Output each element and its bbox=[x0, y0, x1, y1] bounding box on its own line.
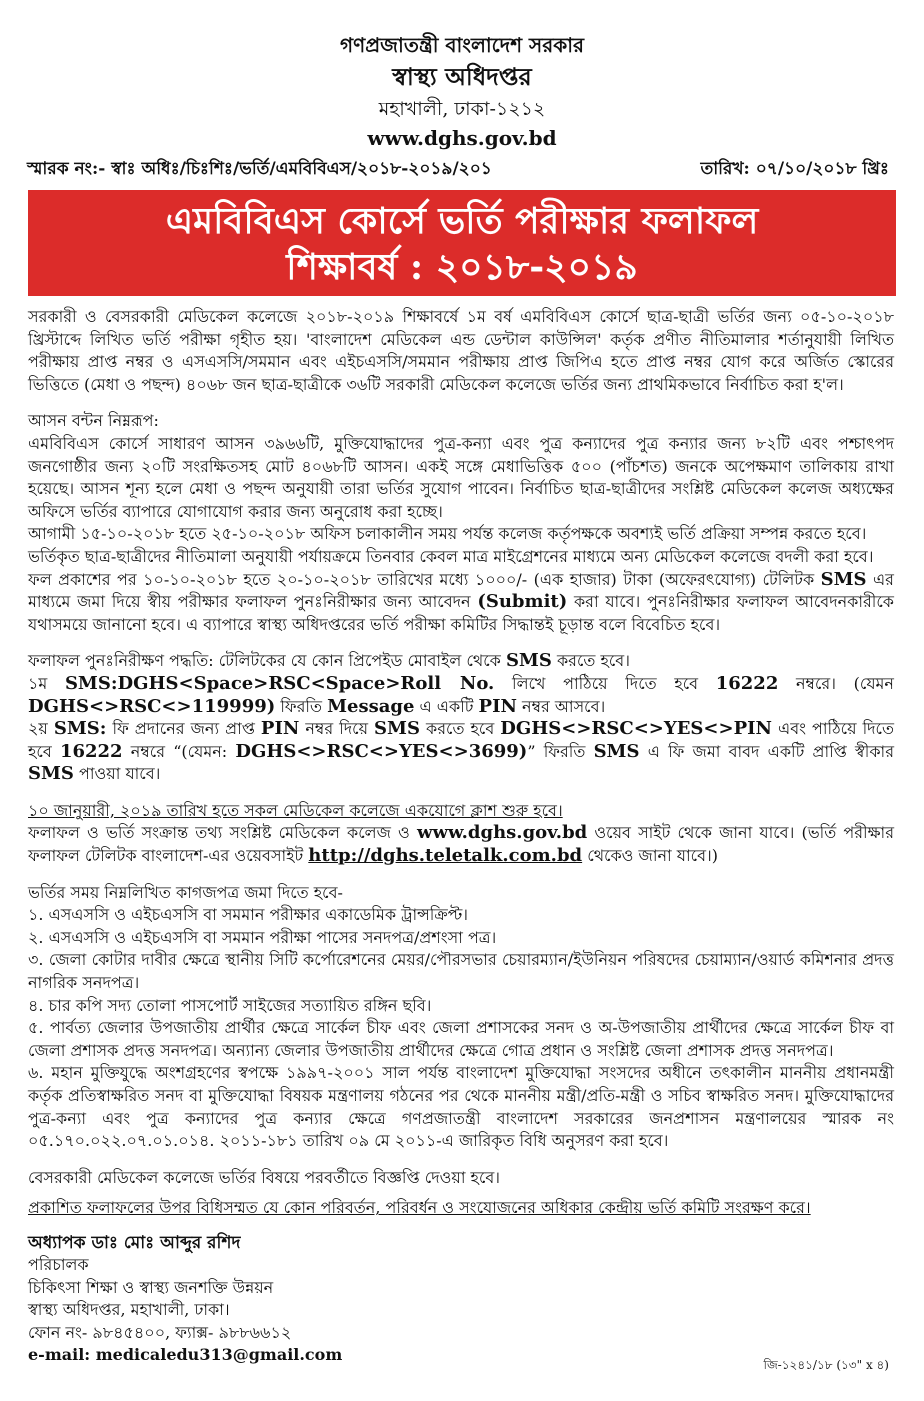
documents-heading: ভর্তির সময় নিম্নলিখিত কাগজপত্র জমা দিতে হবে- bbox=[28, 882, 343, 902]
dghs-website-link[interactable]: www.dghs.gov.bd bbox=[416, 822, 588, 844]
banner-title: এমবিবিএস কোর্সে ভর্তি পরীক্ষার ফলাফল bbox=[165, 200, 759, 242]
signatory-phone: ফোন নং- ৯৮৪৫৪০০, ফ্যাক্স- ৯৮৮৬৬১২ bbox=[28, 1322, 292, 1342]
office-address: মহাখালী, ঢাকা-১২১২ bbox=[378, 98, 546, 120]
sms2-paragraph: ২য় SMS: ফি প্রদানের জন্য প্রাপ্ত PIN নম্বর দিয়ে SMS করতে হবে DGHS<>RSC<>YES<>PIN এবং পাঠিয়ে দিতে হবে 16222 নম্বরে “(যেমন: DGHS<>RSC<>YES<>3699)” ফিরতি SMS এ ফি জমা বাবদ একটি প্রাপ্তি স্বীকার SMS পাওয়া যাবে। bbox=[28, 718, 894, 785]
signatory-title: পরিচালক bbox=[28, 1255, 89, 1275]
print-code: জি-১২৪১/১৮ (১৩" x ৪) bbox=[763, 1358, 889, 1372]
government-name: গণপ্রজাতন্ত্রী বাংলাদেশ সরকার bbox=[340, 33, 584, 57]
sms1-paragraph: ১ম SMS:DGHS<Space>RSC<Space>Roll No. লিখে পাঠিয়ে দিতে হবে 16222 নম্বরে। (যেমন DGHS<>RSC<>119999) ফিরতি Message এ একটি PIN নম্বর আসবে। bbox=[28, 672, 894, 717]
document-item: ৫. পার্বত্য জেলার উপজাতীয় প্রার্থীর ক্ষেত্রে সার্কেল চীফ এবং জেলা প্রশাসকের সনদ ও অ-উপজাতীয় প্রার্থীদের ক্ষেত্রে সার্কেল চীফ বা জেলা প্রশাসক প্রদত্ত সনদপত্র। অন্যান্য জেলার উপজাতীয় প্রার্থীদের ক্ষেত্রে গোত্র প্রধান ও সংশ্লিষ্ট জেলা প্রশাসক প্রদত্ত সনদপত্র। bbox=[28, 1018, 894, 1060]
signatory-unit: চিকিৎসা শিক্ষা ও স্বাস্থ্য জনশক্তি উন্নয়ন bbox=[28, 1277, 274, 1297]
document-item: ৬. মহান মুক্তিযুদ্ধে অংশগ্রহণের স্বপক্ষে ১৯৯৭-২০০১ সাল পর্যন্ত বাংলাদেশ মুক্তিযোদ্ধা সংসদের অধীনে তৎকালীন মাননীয় প্রধানমন্ত্রী কর্তৃক প্রতিস্বাক্ষরিত সনদ বা মুক্তিযোদ্ধা বিষয়ক মন্ত্রণালয় গঠনের পর থেকে মাননীয় মন্ত্রী/প্রতি-মন্ত্রী ও সচিব স্বাক্ষরিত সনদ। মুক্তিযোদ্ধাদের পুত্র-কন্যা এবং পুত্র কন্যাদের পুত্র কন্যার ক্ষেত্রে গণপ্রজাতন্ত্রী বাংলাদেশ সরকারের জনপ্রশাসন মন্ত্রণালয়ের স্মারক নং ০৫.১৭০.০২২.০৭.০১.০১৪. ২০১১-১৮১ তারিখ ০৯ মে ২০১১-এ জারিকৃত বিধি অনুসরণ করা হবে। bbox=[28, 1063, 894, 1151]
rights-notice: প্রকাশিত ফলাফলের উপর বিধিসম্মত যে কোন পরিবর্তন, পরিবর্ধন ও সংযোজনের অধিকার কেন্দ্রীয় ভর্তি কমিটি সংরক্ষণ করে। bbox=[28, 1198, 811, 1218]
seat-heading: আসন বন্টন নিম্নরূপ: bbox=[28, 411, 159, 431]
document-item: ৪. চার কপি সদ্য তোলা পাসপোর্ট সাইজের সত্যায়িত রঙ্গিন ছবি। bbox=[28, 995, 432, 1015]
letterhead bbox=[0, 0, 924, 152]
department-name: স্বাস্থ্য অধিদপ্তর bbox=[392, 62, 532, 91]
document-item: ২. এসএসসি ও এইচএসসি বা সমমান পরীক্ষা পাসের সনদপত্র/প্রশংসা পত্র। bbox=[28, 927, 497, 947]
admission-period: আগামী ১৫-১০-২০১৮ হতে ২৫-১০-২০১৮ অফিস চলাকালীন সময় পর্যন্ত কলেজ কর্তৃপক্ষকে অবশ্যই ভর্তি প্রক্রিয়া সম্পন্ন করতে হবে। bbox=[28, 524, 867, 544]
website-link[interactable]: www.dghs.gov.bd bbox=[367, 126, 557, 150]
document-item: ৩. জেলা কোটার দাবীর ক্ষেত্রে স্থানীয় সিটি কর্পোরেশনের মেয়র/পৌরসভার চেয়ারম্যান/ইউনিয়ন পরিষদের চেয়াম্যান/ওয়ার্ড কমিশনার প্রদত্ত নাগরিক সনদপত্র। bbox=[28, 950, 894, 993]
banner-year: শিক্ষাবর্ষ : ২০১৮-২০১৯ bbox=[286, 246, 638, 288]
method-paragraph: ফলাফল পুনঃনিরীক্ষণ পদ্ধতি: টেলিটকের যে কোন প্রিপেইড মোবাইল থেকে SMS করতে হবে। bbox=[28, 650, 630, 672]
title-banner bbox=[28, 190, 896, 296]
notice-body bbox=[28, 306, 894, 1220]
memo-date: তারিখ: ০৭/১০/২০১৮ খ্রিঃ bbox=[700, 159, 889, 179]
migration-paragraph: ভর্তিকৃত ছাত্র-ছাত্রীদের নীতিমালা অনুযায়ী পর্যায়ক্রমে তিনবার কেবল মাত্র মাইগ্রেশনের মাধ্যমে অন্য মেডিকেল কলেজে বদলী করা হবে। bbox=[28, 546, 874, 566]
seat-paragraph: এমবিবিএস কোর্সে সাধারণ আসন ৩৯৬৬টি, মুক্তিযোদ্ধাদের পুত্র-কন্যা এবং পুত্র কন্যাদের পুত্র কন্যার জন্য ৮২টি এবং পশ্চাৎপদ জনগোষ্ঠীর জন্য ২০টি সংরক্ষিতসহ মোট ৪০৬৮টি আসন। একই সঙ্গে মেধাভিত্তিক ৫০০ (পাঁচশত) জনকে অপেক্ষমাণ তালিকায় রাখা হয়েছে। আসন শূন্য হলে মেধা ও পছন্দ অনুযায়ী তারা ভর্তির সুযোগ পাবেন। নির্বাচিত ছাত্র-ছাত্রীদের সংশ্লিষ্ট মেডিকেল কলেজ অধ্যক্ষের অফিসে ভর্তির ব্যাপারে যোগাযোগ করার জন্য অনুরোধ করা হচ্ছে। bbox=[28, 433, 894, 521]
reference-row bbox=[27, 156, 889, 182]
signatory-office: স্বাস্থ্য অধিদপ্তর, মহাখালী, ঢাকা। bbox=[28, 1300, 230, 1320]
review-paragraph: ফল প্রকাশের পর ১০-১০-২০১৮ হতে ২০-১০-২০১৮ তারিখের মধ্যে ১০০০/- (এক হাজার) টাকা (অফেরৎযোগ্য) টেলিটক SMS এর মাধ্যমে জমা দিয়ে স্বীয় পরীক্ষার ফলাফল পুনঃনিরীক্ষার জন্য আবেদন (Submit) করা যাবে। পুনঃনিরীক্ষার ফলাফল আবেদনকারীকে যথাসময়ে জানানো হবে। এ ব্যাপারে স্বাস্থ্য অধিদপ্তরের ভর্তি পরীক্ষা কমিটির সিদ্ধান্তই চূড়ান্ত বলে বিবেচিত হবে। bbox=[28, 568, 894, 634]
memo-number: স্মারক নং:- স্বাঃ অধিঃ/চিঃশিঃ/ভর্তি/এমবিবিএস/২০১৮-২০১৯/২০১ bbox=[27, 159, 492, 179]
signature-block bbox=[28, 1232, 896, 1367]
signatory-email[interactable]: e-mail: medicaledu313@gmail.com bbox=[28, 1345, 343, 1365]
class-start-notice: ১০ জানুয়ারী, ২০১৯ তারিখ হতে সকল মেডিকেল কলেজে একযোগে ক্লাশ শুরু হবে। bbox=[28, 800, 563, 820]
document-item: ১. এসএসসি ও এইচএসসি বা সমমান পরীক্ষার একাডেমিক ট্রান্সক্রিপ্ট। bbox=[28, 905, 469, 925]
signatory-name: অধ্যাপক ডাঃ মোঃ আব্দুর রশিদ bbox=[28, 1232, 241, 1253]
teletalk-result-link[interactable]: http://dghs.teletalk.com.bd bbox=[308, 845, 583, 867]
private-college-notice: বেসরকারী মেডিকেল কলেজে ভর্তির বিষয়ে পরবর্তীতে বিজ্ঞপ্তি দেওয়া হবে। bbox=[28, 1167, 501, 1187]
info-paragraph: ফলাফল ও ভর্তি সংক্রান্ত তথ্য সংশ্লিষ্ট মেডিকেল কলেজ ও www.dghs.gov.bd ওয়েব সাইট থেকে জানা যাবে। (ভর্তি পরীক্ষার ফলাফল টেলিটক বাংলাদেশ-এর ওয়েবসাইট http://dghs.teletalk.com.bd থেকেও জানা যাবে।) bbox=[28, 822, 894, 867]
intro-paragraph: সরকারী ও বেসরকারী মেডিকেল কলেজে ২০১৮-২০১৯ শিক্ষাবর্ষে ১ম বর্ষ এমবিবিএস কোর্সে ছাত্র-ছাত্রী ভর্তির জন্য ০৫-১০-২০১৮ খ্রিস্টাব্দে লিখিত ভর্তি পরীক্ষা গৃহীত হয়। 'বাংলাদেশ মেডিকেল এন্ড ডেন্টাল কাউন্সিল' কর্তৃক প্রণীত নীতিমালার শর্তানুযায়ী লিখিত পরীক্ষায় প্রাপ্ত নম্বর ও এসএসসি/সমমান এবং এইচএসসি/সমমান পরীক্ষায় প্রাপ্ত জিপিএ হতে প্রাপ্ত নম্বর যোগ করে অর্জিত স্কোরের ভিত্তিতে (মেধা ও পছন্দ) ৪০৬৮ জন ছাত্র-ছাত্রীকে ৩৬টি সরকারী মেডিকেল কলেজে ভর্তির জন্য প্রাথমিকভাবে নির্বাচিত করা হ'ল। bbox=[28, 307, 894, 394]
